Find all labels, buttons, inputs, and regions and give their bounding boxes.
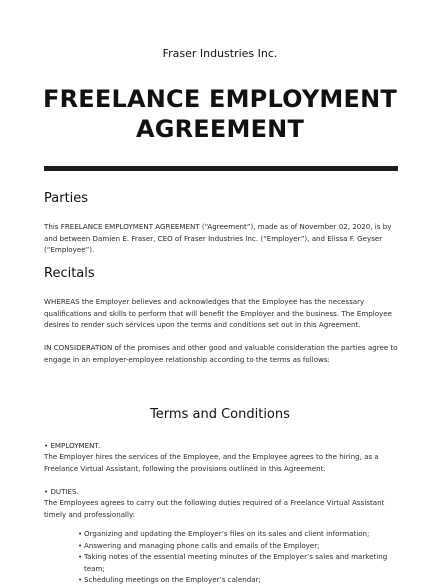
document-title: [40, 84, 400, 144]
duty-text: Taking notes of the essential meeting minutes of the Employer’s sales and marketing team;: [84, 552, 388, 573]
bullet-icon: •: [78, 529, 83, 538]
company-name: Fraser Industries Inc.: [162, 47, 278, 60]
duty-text: Scheduling meetings on the Employer’s calendar;: [84, 575, 261, 584]
employment-label: • EMPLOYMENT.: [44, 441, 101, 450]
duties-list: [78, 528, 398, 586]
document-title-line-2: AGREEMENT: [135, 115, 305, 143]
bullet-icon: •: [78, 540, 83, 550]
list-item: [78, 528, 398, 540]
bullet-icon: •: [78, 552, 83, 561]
employment-text: The Employer hires the services of the Employee, and the Employee agrees to the hiring, as a Freelance Virtual Assistant, following the provisions outlined in this Agreement.: [44, 452, 379, 473]
duties-text: The Employees agrees to carry out the following duties required of a Freelance Virtual Assistant timely and professionally:: [44, 498, 385, 519]
title-divider: [44, 166, 398, 171]
duty-text: Answering and managing phone calls and emails of the Employer;: [84, 540, 320, 550]
list-item: [78, 540, 398, 552]
recitals-heading: Recitals: [44, 266, 95, 281]
bullet-icon: •: [78, 575, 83, 584]
list-item: [78, 551, 398, 574]
duties-label: • DUTIES.: [44, 487, 79, 496]
parties-heading: Parties: [44, 191, 89, 206]
parties-text: This FREELANCE EMPLOYMENT AGREEMENT (“Agreement”), made as of November 02, 2020, is by and between Damien E. Fraser, CEO of Fraser Industries Inc. (“Employer”), and Elissa F. Geyser (“Employee”).: [44, 222, 392, 254]
list-item: [78, 574, 398, 586]
terms-heading: Terms and Conditions: [150, 407, 290, 422]
duty-text: Organizing and updating the Employer’s files on its sales and client information;: [84, 529, 370, 538]
recitals-paragraph-2: IN CONSIDERATION of the promises and other good and valuable consideration the parties agree to engage in an employer-employee relationship according to the terms as follows:: [44, 343, 398, 364]
document-title-line-1: FREELANCE EMPLOYMENT: [43, 85, 397, 113]
recitals-paragraph-1: WHEREAS the Employer believes and acknowledges that the Employee has the necessary qualifications and skills to perform that will benefit the Employer and the business. The Employee desires to render such services upon the terms and conditions set out in this Agreement.: [44, 297, 392, 329]
